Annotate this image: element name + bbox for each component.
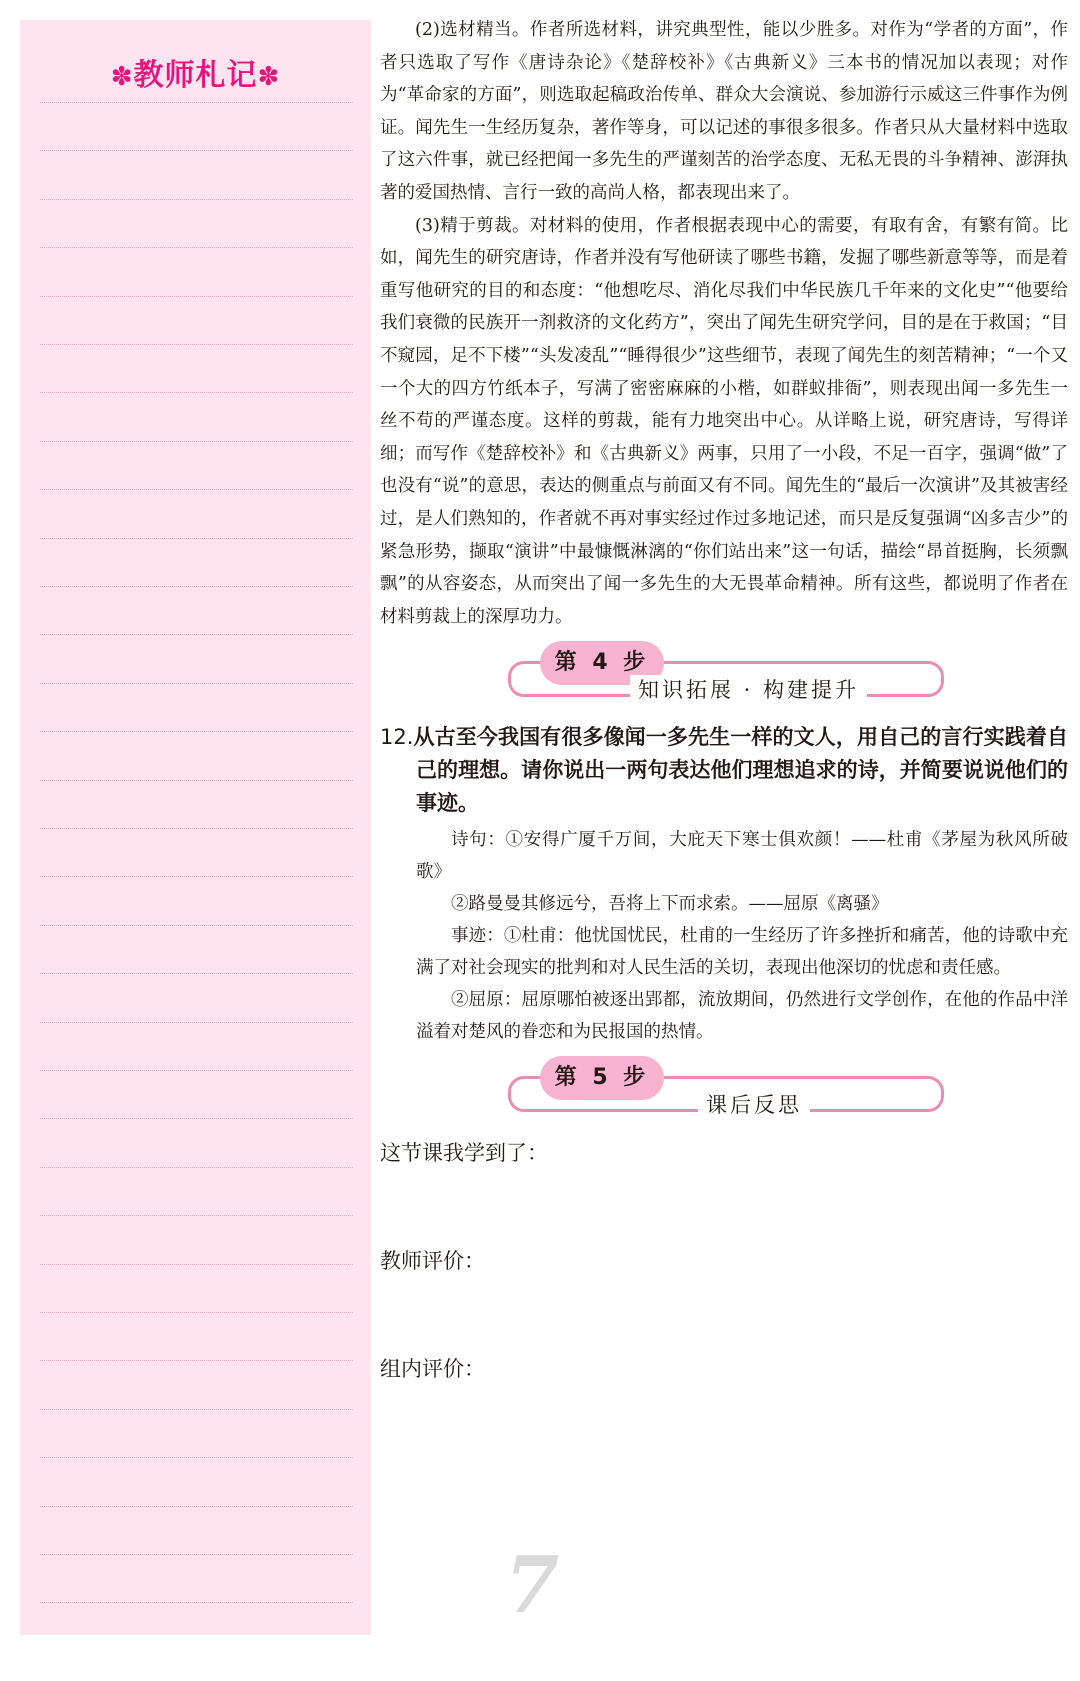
note-line (40, 392, 353, 393)
note-line (40, 925, 353, 926)
teacher-notes-sidebar (20, 20, 371, 1635)
note-line (40, 586, 353, 587)
sidebar-title-text: 教师札记 (133, 58, 258, 93)
paragraph: (2)选材精当。作者所选材料，讲究典型性，能以少胜多。对作为“学者的方面”，作者只选取了写作《唐诗杂论》《楚辞校补》《古典新义》三本书的情况加以表现；对作为“革命家的方面”，则选取起稿政治传单、群众大会演说、参加游行示威这三件事作为例证。闻先生一生经历复杂，著作等身，可以记述的事很多很多。作者只从大量材料中选取了这六件事，就已经把闻一多先生的严谨刻苦的治学态度、无私无畏的斗争精神、澎湃执著的爱国热情、言行一致的高尚人格，都表现出来了。 (380, 20, 1068, 203)
learned-answer-area[interactable] (380, 1168, 1068, 1246)
note-line (40, 973, 353, 974)
note-line (40, 1215, 353, 1216)
note-line (40, 780, 353, 781)
answer-line: 事迹：①杜甫：他忧国忧民，杜甫的一生经历了许多挫折和痛苦，他的诗歌中充满了对社会现实的批判和对人民生活的关切，表现出他深切的忧虑和责任感。 (416, 926, 1068, 979)
flower-icon: ✽ (257, 62, 281, 92)
note-line (40, 489, 353, 490)
note-line (40, 1022, 353, 1023)
note-line (40, 344, 353, 345)
note-line (40, 1070, 353, 1071)
note-line (40, 247, 353, 248)
paragraph: (3)精于剪裁。对材料的使用，作者根据表现中心的需要，有取有舍，有繁有简。比如，闻先生的研究唐诗，作者并没有写他研读了哪些书籍，发掘了哪些新意等等，而是着重写他研究的目的和态度：“他想吃尽、消化尽我们中华民族几千年来的文化史”“他要给我们衰微的民族开一剂救济的文化药方”，突出了闻先生研究学问，目的是在于救国；“目不窥园，足不下楼”“头发凌乱”“睡得很少”这些细节，表现了闻先生的刻苦精神；“一个又一个大的四方竹纸本子，写满了密密麻麻的小楷，如群蚁排衙”，则表现出闻一多先生一丝不苟的严谨态度。这样的剪裁，能有力地突出中心。从详略上说，研究唐诗，写得详细；而写作《楚辞校补》和《古典新义》两事，只用了一小段，不足一百字，强调“做”了也没有“说”的意思，表达的侧重点与前面又有不同。闻先生的“最后一次演讲”及其被害经过，是人们熟知的，作者就不再对事实经过作过多地记述，而只是反复强调“凶多吉少”的紧急形势，撷取“演讲”中最慷慨淋漓的“你们站出来”这一句话，描绘“昂首挺胸，长须飘飘”的从容姿态，从而突出了闻一多先生的大无畏革命精神。所有这些，都说明了作者在材料剪裁上的深厚功力。 (380, 215, 1068, 627)
note-line (40, 731, 353, 732)
note-line (40, 1409, 353, 1410)
note-line (40, 1360, 353, 1361)
answer-block (380, 824, 1068, 1048)
note-line (40, 683, 353, 684)
question-12 (380, 721, 1068, 820)
step-badge: 第 4 步 (540, 641, 664, 685)
note-line (40, 1312, 353, 1313)
step-5-header (380, 1056, 1068, 1132)
step-4-header (380, 641, 1068, 717)
step-badge: 第 5 步 (540, 1056, 664, 1100)
note-line (40, 441, 353, 442)
note-line (40, 634, 353, 635)
answer-line: 诗句：①安得广厦千万间，大庇天下寒士俱欢颜！——杜甫《茅屋为秋风所破歌》 (416, 830, 1068, 883)
group-eval-label: 组内评价： (380, 1357, 485, 1382)
flower-icon: ✽ (110, 62, 134, 92)
step-subtitle: 知识拓展 · 构建提升 (630, 675, 867, 705)
page-number: 7 (505, 1540, 560, 1631)
note-line (40, 296, 353, 297)
note-line (40, 828, 353, 829)
question-text: 从古至今我国有很多像闻一多先生一样的文人，用自己的言行实践着自己的理想。请你说出一两句表达他们理想追求的诗，并简要说说他们的事迹。 (413, 725, 1068, 816)
answer-line: ②屈原：屈原哪怕被逐出郢都，流放期间，仍然进行文学创作，在他的作品中洋溢着对楚风的眷恋和为民报国的热情。 (416, 990, 1068, 1043)
teacher-eval-area[interactable] (380, 1276, 1068, 1354)
note-line (40, 150, 353, 151)
note-line (40, 1264, 353, 1265)
note-line (40, 1167, 353, 1168)
note-line (40, 1602, 353, 1603)
question-number: 12. (380, 725, 414, 750)
teacher-eval-label: 教师评价： (380, 1249, 485, 1274)
step-subtitle: 课后反思 (698, 1090, 810, 1120)
note-line (40, 538, 353, 539)
note-line (40, 1506, 353, 1507)
note-line (40, 876, 353, 877)
note-line (40, 1554, 353, 1555)
note-line (40, 199, 353, 200)
note-line (40, 1118, 353, 1119)
learned-label: 这节课我学到了： (380, 1141, 548, 1166)
note-line (40, 102, 353, 103)
note-line (40, 1457, 353, 1458)
sidebar-title (20, 50, 371, 94)
answer-line: ②路曼曼其修远兮，吾将上下而求索。——屈原《离骚》 (451, 894, 889, 915)
main-content (380, 14, 1068, 1384)
